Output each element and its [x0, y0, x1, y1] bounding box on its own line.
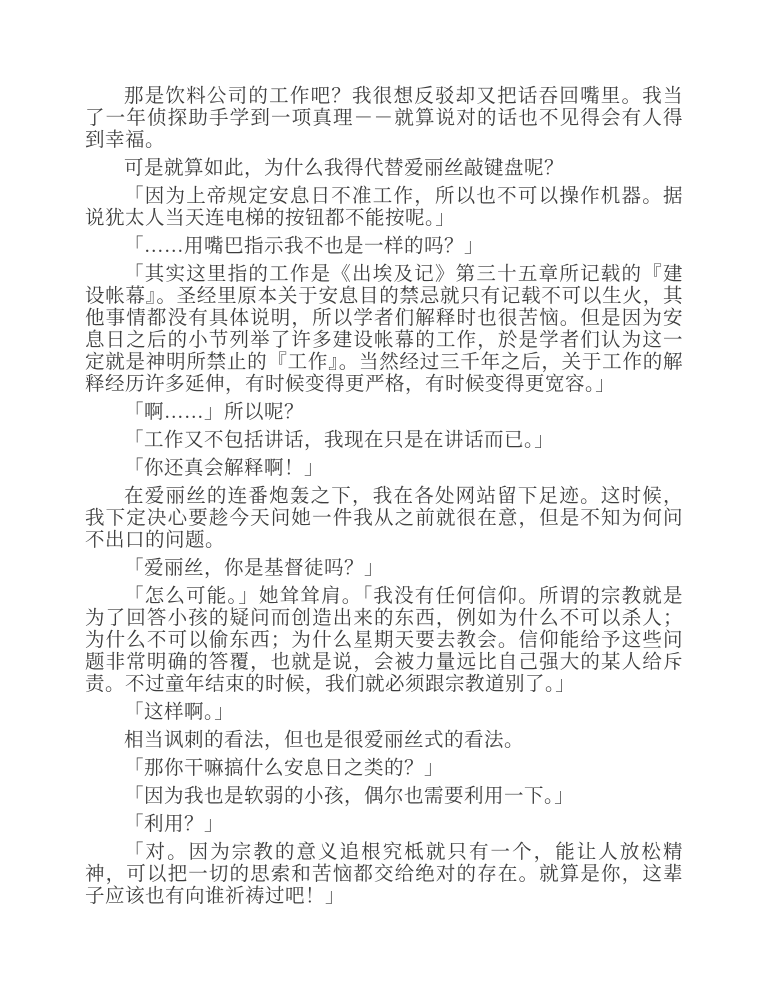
paragraph: 「利用？」 [124, 814, 225, 835]
paragraph: 「对。因为宗教的意义追根究柢就只有一个，能让人放松精神，可以把一切的思索和苦恼都交给绝对的存在。就算是你，这辈子应该也有向谁祈祷过吧！」 [85, 842, 683, 907]
text-column [85, 86, 683, 908]
paragraph: 「因为上帝规定安息日不准工作，所以也不可以操作机器。据说犹太人当天连电梯的按钮都不能按呢。」 [85, 186, 683, 229]
paragraph: 「爱丽丝，你是基督徒吗？」 [124, 558, 385, 579]
paragraph: 「那你干嘛搞什么安息日之类的？」 [124, 758, 445, 779]
paragraph: 相当讽刺的看法，但也是很爱丽丝式的看法。 [124, 730, 525, 751]
paragraph: 那是饮料公司的工作吧？我很想反驳却又把话吞回嘴里。我当了一年侦探助手学到一项真理－－就算说对的话也不见得会有人得到幸福。 [85, 86, 683, 151]
paragraph: 在爱丽丝的连番炮轰之下，我在各处网站留下足迹。这时候，我下定决心要趁今天问她一件我从之前就很在意，但是不知为何问不出口的问题。 [85, 486, 683, 551]
paragraph: 「你还真会解释啊！」 [124, 458, 325, 479]
paragraph: 「啊……」所以呢？ [124, 402, 305, 423]
paragraph: 「其实这里指的工作是《出埃及记》第三十五章所记载的『建设帐幕』。圣经里原本关于安息目的禁忌就只有记载不可以生火，其他事情都没有具体说明，所以学者们解释时也很苦恼。但是因为安息日之后的小节列举了许多建设帐幕的工作，於是学者们认为这一定就是神明所禁止的『工作』。当然经过三千年之后，关于工作的解释经历许多延伸，有时候变得更严格，有时候变得更宽容。」 [85, 264, 683, 395]
paragraph: 「这样啊。」 [124, 702, 235, 723]
paragraph: 「怎么可能。」她耸耸肩。「我没有任何信仰。所谓的宗教就是为了回答小孩的疑问而创造出来的东西，例如为什么不可以杀人；为什么不可以偷东西；为什么星期天要去教会。信仰能给予这些问题非常明确的答覆，也就是说，会被力量远比自己强大的某人给斥责。不过童年结束的时候，我们就必须跟宗教道别了。」 [85, 586, 683, 695]
paragraph: 「工作又不包括讲话，我现在只是在讲话而已。」 [124, 430, 555, 451]
paragraph: 可是就算如此，为什么我得代替爱丽丝敲键盘呢？ [124, 158, 565, 179]
paragraph: 「因为我也是软弱的小孩，偶尔也需要利用一下。」 [124, 786, 575, 807]
paragraph: 「……用嘴巴指示我不也是一样的吗？」 [124, 236, 485, 257]
